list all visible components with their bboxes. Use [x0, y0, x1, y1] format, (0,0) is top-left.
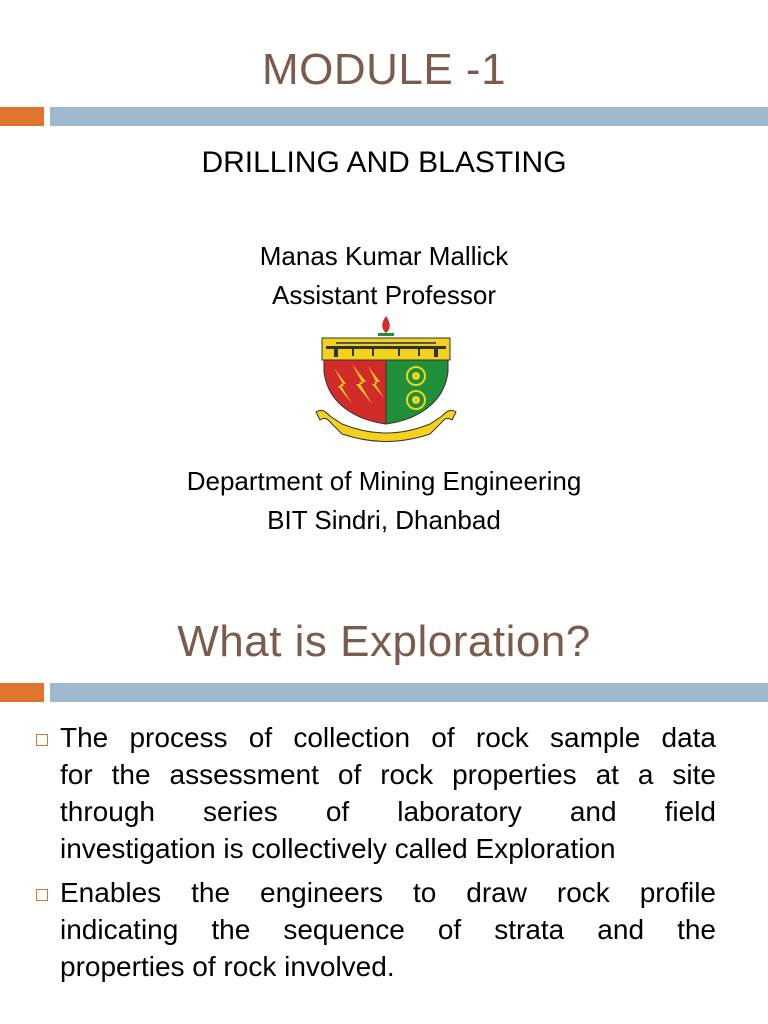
bullet-square-icon	[36, 734, 48, 746]
slide-1-title: MODULE -1	[261, 45, 507, 94]
slide-2	[0, 580, 768, 1024]
bar-blue-segment	[50, 683, 768, 702]
author-name: Manas Kumar Mallick	[259, 241, 509, 271]
bar-orange-segment	[0, 683, 44, 702]
department-name: Department of Mining Engineering	[186, 466, 582, 496]
bullet-1-line-1: The process of collection of rock sample data	[60, 722, 716, 753]
institute-name: BIT Sindri, Dhanbad	[267, 505, 501, 535]
bullet-2-line-1: Enables the engineers to draw rock profile	[60, 877, 716, 908]
slide-2-title: What is Exploration?	[177, 617, 591, 666]
bullet-2-line-3: properties of rock involved.	[60, 951, 395, 982]
slide-1-subtitle: DRILLING AND BLASTING	[201, 146, 567, 179]
bullet-2-line-2: indicating the sequence of strata and the	[60, 914, 716, 945]
bullet-square-icon	[36, 889, 48, 901]
bar-orange-segment	[0, 107, 44, 126]
bullet-1-line-3: through series of laboratory and field	[60, 796, 716, 827]
title-underline-bar	[0, 107, 768, 126]
author-role: Assistant Professor	[272, 280, 496, 310]
title-underline-bar	[0, 683, 768, 702]
bar-blue-segment	[50, 107, 768, 126]
bullet-1-line-4: investigation is collectively called Exploration	[60, 833, 616, 864]
institute-emblem-icon	[312, 312, 460, 442]
bullet-1-line-2: for the assessment of rock properties at a site	[60, 759, 716, 790]
